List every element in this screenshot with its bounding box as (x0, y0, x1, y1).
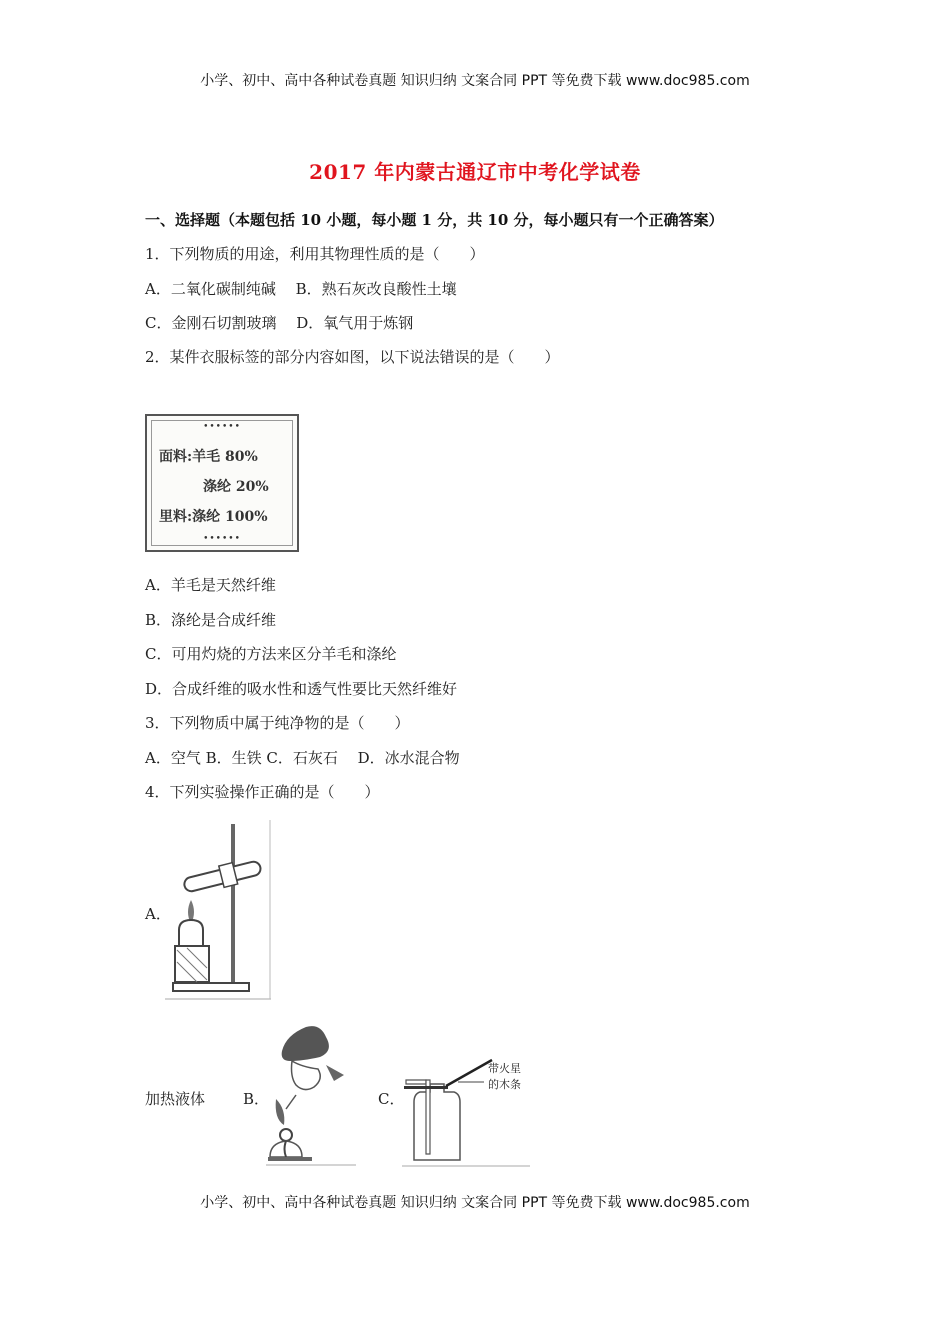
page-title: 2017 年内蒙古通辽市中考化学试卷 (309, 160, 641, 184)
header-banner: 小学、初中、高中各种试卷真题 知识归纳 文案合同 PPT 等免费下载 www.doc985.com (200, 73, 750, 89)
question-3-stem: 3．下列物质中属于纯净物的是（ ） (145, 714, 410, 732)
question-2-option-c: C．可用灼烧的方法来区分羊毛和涤纶 (145, 645, 397, 663)
question-4-option-b-label: B． (243, 1090, 270, 1108)
label-line-outer-fabric: 面料:羊毛 80% (159, 449, 258, 465)
question-3-options: A．空气 B．生铁 C．石灰石 D．冰水混合物 (145, 749, 460, 767)
question-2-stem: 2．某件衣服标签的部分内容如图，以下说法错误的是（ ） (145, 348, 560, 366)
label-line-polyester: 涤纶 20% (203, 479, 269, 495)
question-1-options-ab: A．二氧化碳制纯碱 B．熟石灰改良酸性土壤 (145, 280, 457, 298)
section-heading: 一、选择题（本题包括 10 小题，每小题 1 分，共 10 分，每小题只有一个正确答案） (145, 211, 724, 229)
blow-out-lamp-figure (266, 1025, 360, 1167)
question-2-option-b: B．涤纶是合成纤维 (145, 611, 277, 629)
label-dots-bottom: •••••• (203, 534, 241, 544)
splint-annotation-line-2: 的木条 (488, 1078, 521, 1091)
clothing-label-figure (145, 414, 299, 552)
heating-liquid-figure (165, 820, 273, 1002)
question-4-option-a-label: A． (145, 905, 171, 923)
splint-annotation-line-1: 带火星 (488, 1062, 521, 1075)
question-2-option-d: D．合成纤维的吸水性和透气性要比天然纤维好 (145, 680, 458, 698)
footer-banner: 小学、初中、高中各种试卷真题 知识归纳 文案合同 PPT 等免费下载 www.doc985.com (200, 1195, 750, 1211)
question-4-stem: 4．下列实验操作正确的是（ ） (145, 783, 380, 801)
question-2-option-a: A．羊毛是天然纤维 (145, 576, 276, 594)
question-1-options-cd: C．金刚石切割玻璃 D．氧气用于炼钢 (145, 314, 414, 332)
question-4-option-c-label: C． (378, 1090, 405, 1108)
label-dots-top: •••••• (203, 422, 241, 432)
question-1-stem: 1．下列物质的用途，利用其物理性质的是（ ） (145, 245, 485, 263)
label-line-lining: 里料:涤纶 100% (159, 509, 268, 525)
question-4-option-a-caption: 加热液体 (145, 1090, 206, 1108)
